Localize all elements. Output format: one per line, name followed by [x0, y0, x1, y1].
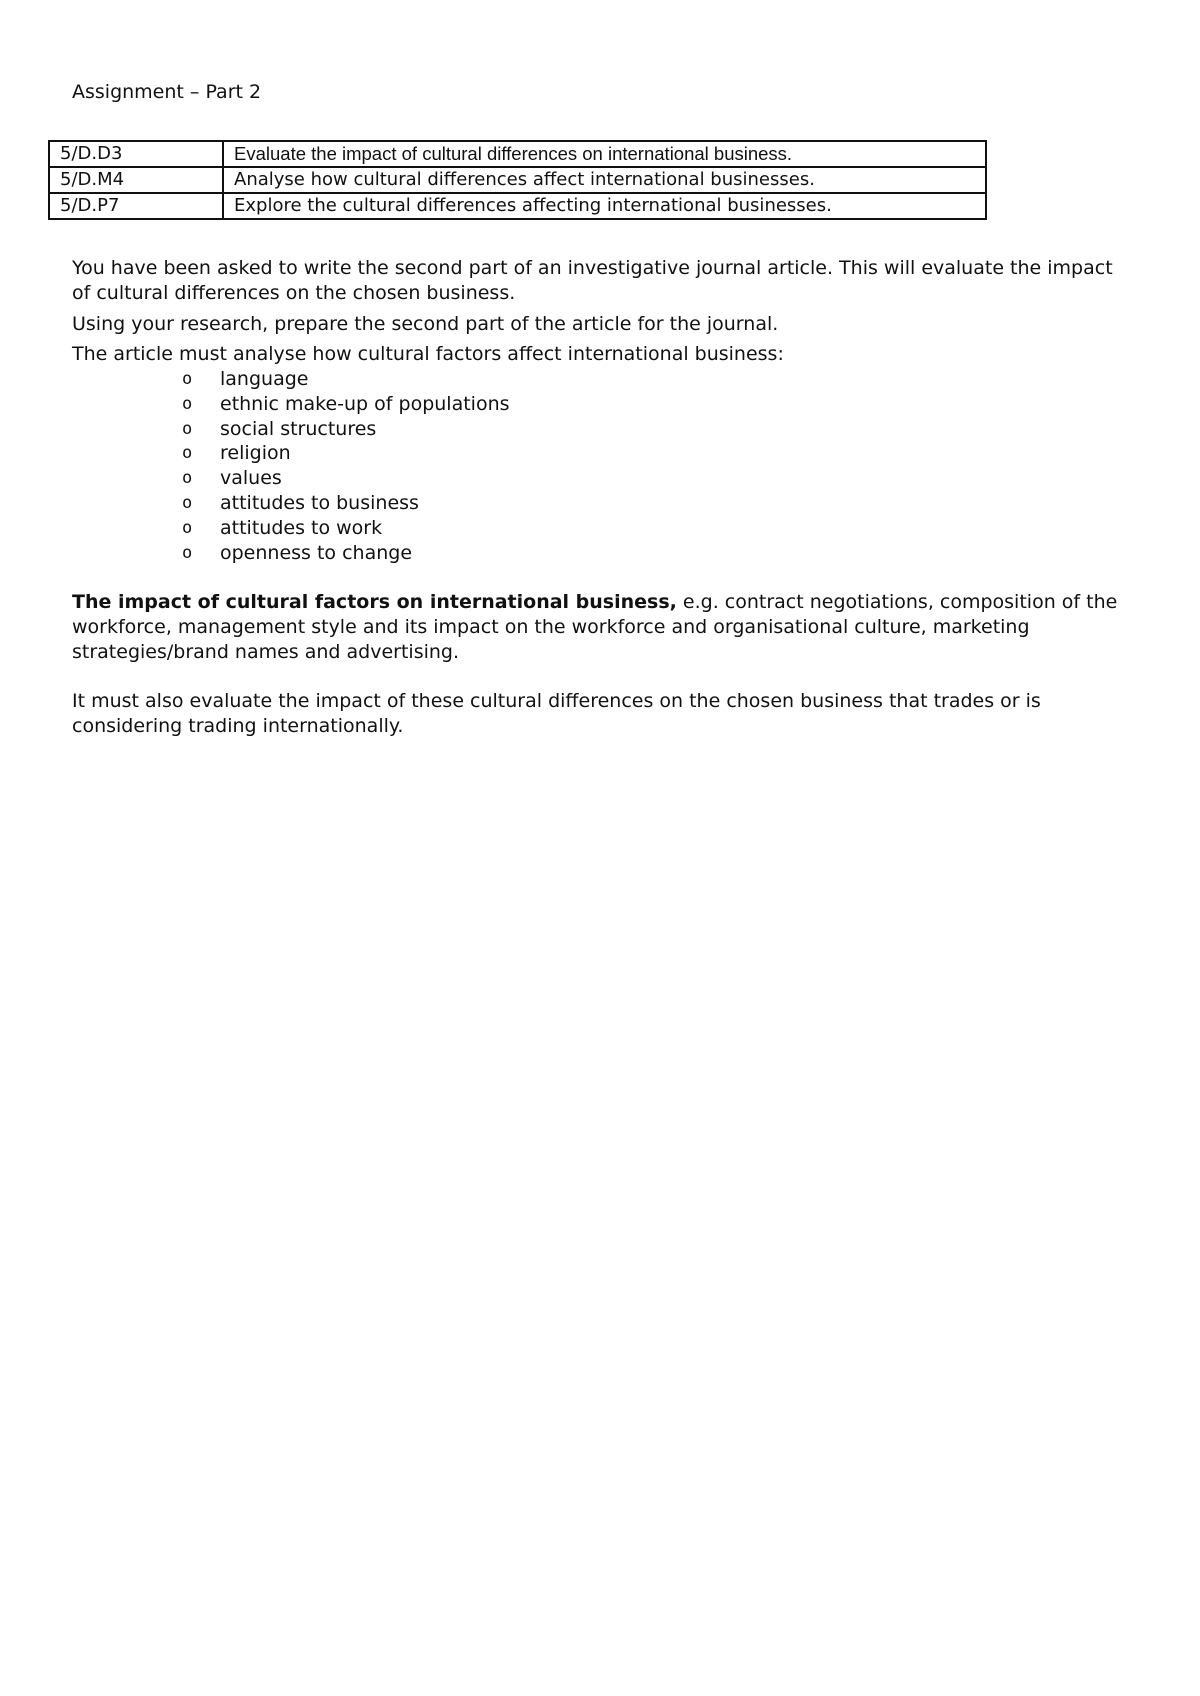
- list-item-label: openness to change: [220, 541, 413, 564]
- table-row: [49, 141, 986, 167]
- criteria-description: Explore the cultural differences affecting international businesses.: [223, 193, 986, 219]
- intro-paragraph: You have been asked to write the second part of an investigative journal article. This will evaluate the impact of cultural differences on the chosen business.: [72, 257, 1113, 304]
- list-item: [180, 516, 510, 541]
- list-item: [180, 441, 510, 466]
- list-item-label: attitudes to work: [220, 516, 383, 539]
- bullet-icon: o: [182, 443, 193, 464]
- list-item-label: religion: [220, 442, 291, 465]
- list-item: [180, 392, 510, 417]
- list-item: [180, 491, 510, 516]
- criteria-description: Evaluate the impact of cultural differences on international business.: [223, 141, 986, 167]
- research-paragraph: Using your research, prepare the second part of the article for the journal.: [72, 313, 779, 335]
- list-item-label: values: [220, 467, 282, 490]
- bullet-icon: o: [182, 492, 193, 513]
- list-item-label: attitudes to business: [220, 491, 419, 514]
- document-title: Assignment – Part 2: [72, 81, 262, 103]
- bullet-icon: o: [182, 418, 193, 439]
- closing-paragraph: It must also evaluate the impact of these cultural differences on the chosen business that trades or is considering trading internationally.: [72, 690, 1041, 737]
- table-row: [49, 167, 986, 193]
- list-item-label: language: [220, 368, 309, 390]
- criteria-table: [48, 140, 987, 220]
- bullet-icon: o: [182, 542, 193, 563]
- criteria-code: 5/D.P7: [49, 193, 223, 219]
- criteria-code: 5/D.M4: [49, 167, 223, 193]
- bullet-icon: o: [182, 393, 193, 414]
- bullet-icon: o: [182, 369, 193, 389]
- list-item: [180, 417, 510, 442]
- bullet-icon: o: [182, 517, 193, 538]
- criteria-code: 5/D.D3: [49, 141, 223, 167]
- bullet-icon: o: [182, 468, 193, 489]
- factors-lead-paragraph: The article must analyse how cultural factors affect international business:: [72, 343, 784, 365]
- impact-heading: The impact of cultural factors on international business,: [72, 591, 677, 613]
- list-item-label: ethnic make-up of populations: [220, 392, 510, 415]
- cultural-factors-list: [180, 367, 510, 565]
- criteria-description: Analyse how cultural differences affect international businesses.: [223, 167, 986, 193]
- list-item: [180, 367, 510, 392]
- table-row: [49, 193, 986, 219]
- impact-text: e.g. contract negotiations, composition of the workforce, management style and its impact on the workforce and organisational culture, marketing strategies/brand names and advertising.: [72, 591, 1118, 663]
- list-item-label: social structures: [220, 417, 377, 440]
- impact-paragraph: [72, 590, 1132, 665]
- list-item: [180, 466, 510, 491]
- list-item: [180, 541, 510, 566]
